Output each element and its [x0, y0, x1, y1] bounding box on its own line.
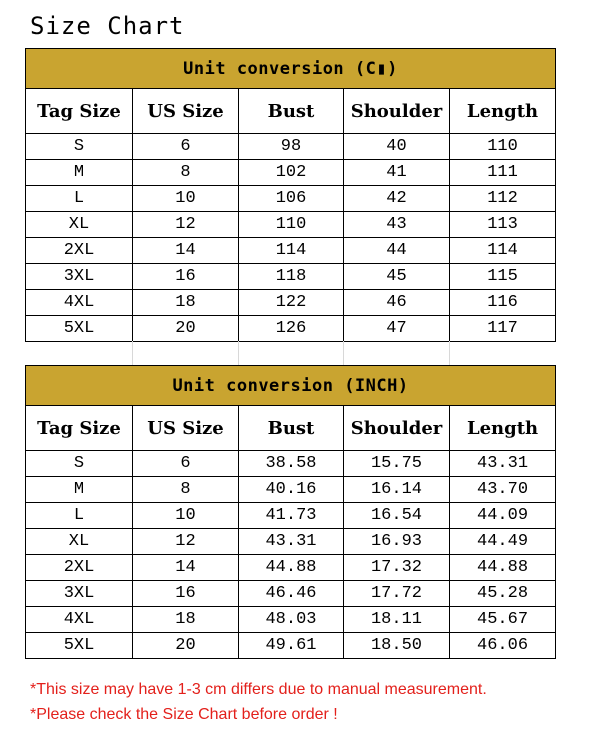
cell-shoulder: 17.72 — [344, 581, 450, 607]
cell-length: 113 — [450, 212, 556, 238]
column-header-shoulder: Shoulder — [344, 89, 450, 134]
cell-us-size: 8 — [133, 160, 239, 186]
cell-length: 112 — [450, 186, 556, 212]
cell-shoulder: 43 — [344, 212, 450, 238]
cell-tag-size: XL — [26, 212, 133, 238]
cell-bust: 114 — [239, 238, 344, 264]
cell-us-size: 14 — [133, 238, 239, 264]
cell-us-size: 18 — [133, 290, 239, 316]
cell-shoulder: 47 — [344, 316, 450, 342]
table-row — [26, 238, 556, 264]
cell-bust: 46.46 — [239, 581, 344, 607]
cell-us-size: 6 — [133, 451, 239, 477]
cell-tag-size: 2XL — [26, 555, 133, 581]
cell-tag-size: 3XL — [26, 264, 133, 290]
cell-us-size: 10 — [133, 186, 239, 212]
table-row — [26, 290, 556, 316]
cell-bust: 122 — [239, 290, 344, 316]
cell-us-size: 14 — [133, 555, 239, 581]
cell-length: 43.70 — [450, 477, 556, 503]
table-row — [26, 316, 556, 342]
cell-length: 111 — [450, 160, 556, 186]
cell-shoulder: 41 — [344, 160, 450, 186]
cell-us-size: 6 — [133, 134, 239, 160]
cell-length: 117 — [450, 316, 556, 342]
size-table-cm — [25, 48, 556, 342]
cell-tag-size: 2XL — [26, 238, 133, 264]
cell-tag-size: 5XL — [26, 316, 133, 342]
cell-us-size: 12 — [133, 212, 239, 238]
column-header-row — [26, 406, 556, 451]
cell-shoulder: 15.75 — [344, 451, 450, 477]
table-row — [26, 555, 556, 581]
cell-shoulder: 42 — [344, 186, 450, 212]
cell-tag-size: M — [26, 160, 133, 186]
cell-us-size: 8 — [133, 477, 239, 503]
cell-bust: 118 — [239, 264, 344, 290]
cell-length: 43.31 — [450, 451, 556, 477]
column-header-bust: Bust — [239, 406, 344, 451]
cell-tag-size: XL — [26, 529, 133, 555]
table-row — [26, 477, 556, 503]
column-header-us-size: US Size — [133, 406, 239, 451]
cell-tag-size: M — [26, 477, 133, 503]
cell-bust: 41.73 — [239, 503, 344, 529]
cell-us-size: 16 — [133, 581, 239, 607]
table-caption-inch: Unit conversion (INCH) — [26, 366, 556, 406]
cell-length: 46.06 — [450, 633, 556, 659]
table-row — [26, 134, 556, 160]
column-header-shoulder: Shoulder — [344, 406, 450, 451]
cell-length: 44.88 — [450, 555, 556, 581]
cell-bust: 48.03 — [239, 607, 344, 633]
cell-length: 45.67 — [450, 607, 556, 633]
cell-length: 116 — [450, 290, 556, 316]
cell-us-size: 12 — [133, 529, 239, 555]
cell-tag-size: 5XL — [26, 633, 133, 659]
cell-bust: 110 — [239, 212, 344, 238]
table-row — [26, 607, 556, 633]
cell-bust: 49.61 — [239, 633, 344, 659]
table-row — [26, 212, 556, 238]
cell-bust: 106 — [239, 186, 344, 212]
cell-length: 110 — [450, 134, 556, 160]
cell-us-size: 16 — [133, 264, 239, 290]
cell-bust: 102 — [239, 160, 344, 186]
table-row — [26, 581, 556, 607]
cell-length: 115 — [450, 264, 556, 290]
size-table-inch — [25, 365, 556, 659]
cell-tag-size: S — [26, 451, 133, 477]
page-title: Size Chart — [30, 12, 185, 40]
cell-shoulder: 18.11 — [344, 607, 450, 633]
column-header-tag-size: Tag Size — [26, 406, 133, 451]
cell-us-size: 20 — [133, 633, 239, 659]
cell-tag-size: S — [26, 134, 133, 160]
cell-shoulder: 17.32 — [344, 555, 450, 581]
table-separator-lines — [25, 341, 555, 365]
column-header-row — [26, 89, 556, 134]
cell-shoulder: 16.93 — [344, 529, 450, 555]
cell-tag-size: 4XL — [26, 290, 133, 316]
column-header-bust: Bust — [239, 89, 344, 134]
cell-us-size: 10 — [133, 503, 239, 529]
measurement-note: *This size may have 1-3 cm differs due to manual measurement. — [30, 681, 487, 698]
cell-shoulder: 44 — [344, 238, 450, 264]
cell-shoulder: 45 — [344, 264, 450, 290]
cell-tag-size: 3XL — [26, 581, 133, 607]
cell-shoulder: 46 — [344, 290, 450, 316]
cell-tag-size: L — [26, 503, 133, 529]
check-chart-note: *Please check the Size Chart before order ! — [30, 706, 338, 723]
cell-shoulder: 16.14 — [344, 477, 450, 503]
column-header-length: Length — [450, 406, 556, 451]
cell-length: 44.09 — [450, 503, 556, 529]
cell-length: 114 — [450, 238, 556, 264]
cell-shoulder: 40 — [344, 134, 450, 160]
table-caption-cm: Unit conversion (C▮) — [26, 49, 556, 89]
cell-shoulder: 18.50 — [344, 633, 450, 659]
table-row — [26, 451, 556, 477]
cell-length: 44.49 — [450, 529, 556, 555]
cell-tag-size: 4XL — [26, 607, 133, 633]
table-row — [26, 529, 556, 555]
cell-bust: 40.16 — [239, 477, 344, 503]
cell-us-size: 20 — [133, 316, 239, 342]
cell-tag-size: L — [26, 186, 133, 212]
table-row — [26, 186, 556, 212]
cell-bust: 38.58 — [239, 451, 344, 477]
cell-length: 45.28 — [450, 581, 556, 607]
cell-us-size: 18 — [133, 607, 239, 633]
column-header-length: Length — [450, 89, 556, 134]
cell-bust: 126 — [239, 316, 344, 342]
table-row — [26, 633, 556, 659]
column-header-us-size: US Size — [133, 89, 239, 134]
column-header-tag-size: Tag Size — [26, 89, 133, 134]
table-row — [26, 160, 556, 186]
table-row — [26, 264, 556, 290]
table-row — [26, 503, 556, 529]
cell-bust: 98 — [239, 134, 344, 160]
cell-shoulder: 16.54 — [344, 503, 450, 529]
cell-bust: 43.31 — [239, 529, 344, 555]
cell-bust: 44.88 — [239, 555, 344, 581]
